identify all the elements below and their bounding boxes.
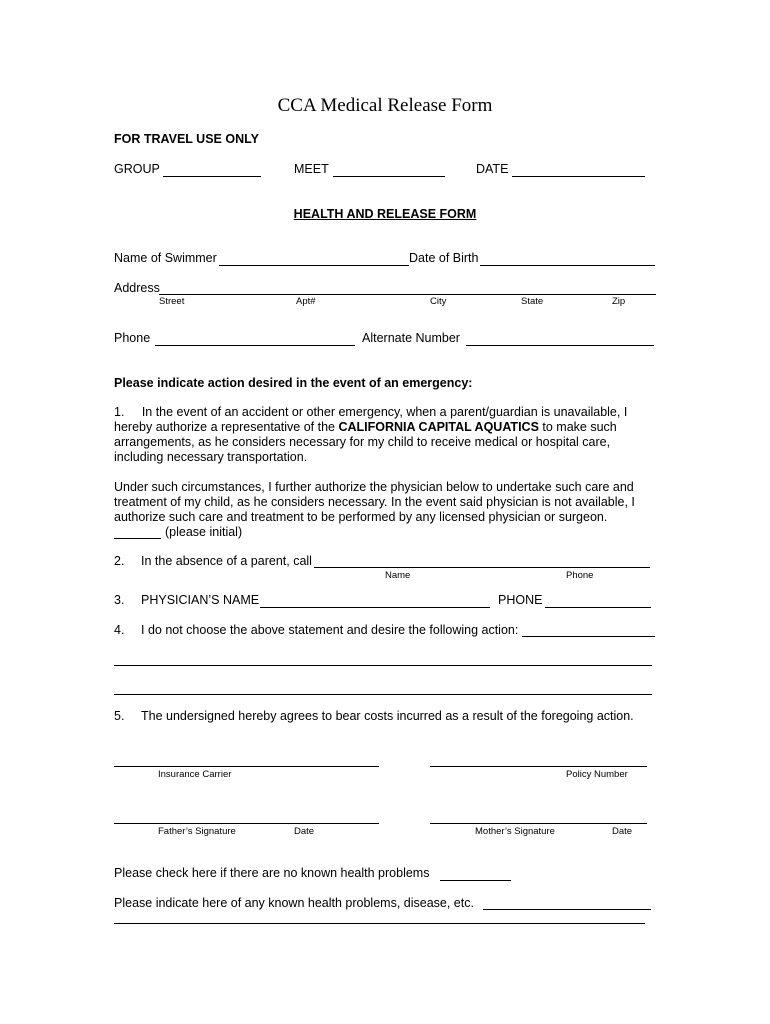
city-caption: City [430,296,447,307]
health-check-field[interactable] [440,880,511,881]
alternate-action-line-2[interactable] [114,665,652,666]
emergency-heading: Please indicate action desired in the event of an emergency: [114,376,473,390]
mother-date-caption: Date [612,826,633,837]
date-label: DATE [476,162,509,176]
address-label: Address [114,281,160,295]
section-heading: HEALTH AND RELEASE FORM [293,207,477,221]
physician-phone-label: PHONE [498,593,543,607]
item-5-number: 5. [114,709,125,723]
item-4-text: I do not choose the above statement and desire the following action: [141,623,519,637]
physician-phone-field[interactable] [545,607,651,608]
initial-label: (please initial) [165,525,243,539]
dob-field[interactable] [480,265,655,266]
item-1-org: CALIFORNIA CAPITAL AQUATICS [338,420,539,434]
item-1-paragraph-2: Under such circumstances, I further authorize the physician below to undertake such care and treatment of my child, as he considers necessary. In the event said physician is not available, I authorize such care and treatment to be performed by any licensed physician or surgeon. [114,480,635,524]
father-signature-caption: Father’s Signature [158,826,236,837]
page-title: CCA Medical Release Form [277,95,493,116]
dob-label: Date of Birth [409,251,479,265]
parent-contact-field[interactable] [314,567,650,568]
item-5-text: The undersigned hereby agrees to bear costs incurred as a result of the foregoing action. [141,709,634,723]
mother-signature-field[interactable] [430,823,647,824]
item-1-text-b: to make such arrangements, as he considers necessary for my child to receive medical or hospital care, including necessary transportation. [114,420,617,464]
item-4-number: 4. [114,623,125,637]
meet-field[interactable] [333,176,445,177]
health-problems-label: Please indicate here of any known health problems, disease, etc. [114,896,474,910]
phone-label: Phone [114,331,151,345]
physician-name-field[interactable] [260,607,490,608]
insurance-carrier-field[interactable] [114,766,379,767]
apt-caption: Apt# [296,296,316,307]
health-problems-line-2[interactable] [114,923,645,924]
father-signature-field[interactable] [114,823,379,824]
mother-signature-caption: Mother’s Signature [475,826,555,837]
alternate-number-label: Alternate Number [362,331,460,345]
father-date-caption: Date [294,826,315,837]
group-field[interactable] [163,176,261,177]
phone-field[interactable] [155,345,355,346]
item-3-number: 3. [114,593,125,607]
initial-field[interactable] [114,538,161,539]
policy-number-caption: Policy Number [566,769,628,780]
item-1-text-a: In the event of an accident or other emergency, when a parent/guardian is unavailable, I hereby authorize a representative of the [114,405,628,434]
state-caption: State [521,296,544,307]
swimmer-name-label: Name of Swimmer [114,251,217,265]
alternate-action-line-3[interactable] [114,694,652,695]
name-caption: Name [385,570,411,581]
travel-heading: FOR TRAVEL USE ONLY [114,132,259,146]
phone-caption: Phone [566,570,594,581]
address-field[interactable] [159,294,656,295]
zip-caption: Zip [612,296,626,307]
alternate-number-field[interactable] [466,345,654,346]
item-1-number: 1. [114,405,125,419]
physician-name-label: PHYSICIAN’S NAME [141,593,260,607]
policy-number-field[interactable] [430,766,647,767]
health-problems-field[interactable] [483,909,651,910]
street-caption: Street [159,296,185,307]
insurance-carrier-caption: Insurance Carrier [158,769,232,780]
swimmer-name-field[interactable] [219,265,409,266]
alternate-action-field[interactable] [522,636,655,637]
health-check-label: Please check here if there are no known health problems [114,866,430,880]
item-1-paragraph [114,405,654,465]
date-field[interactable] [512,176,645,177]
item-2-text: In the absence of a parent, call [141,554,312,568]
item-2-number: 2. [114,554,125,568]
meet-label: MEET [294,162,329,176]
group-label: GROUP [114,162,160,176]
